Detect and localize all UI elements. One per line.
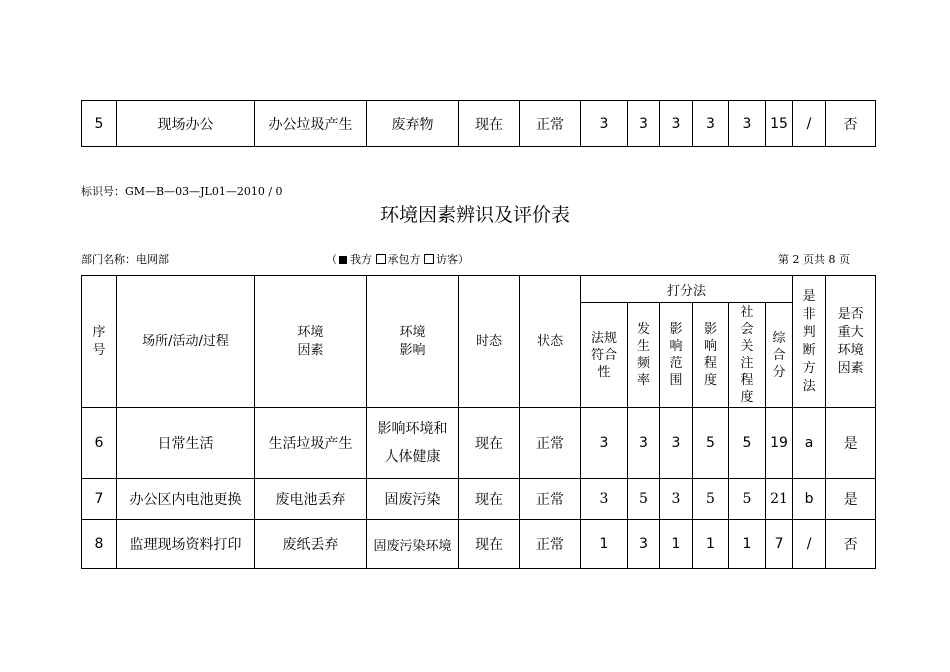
- header-text: 号: [92, 342, 106, 358]
- header-compliance: [581, 303, 628, 408]
- header-text: 断: [802, 342, 816, 358]
- header-text: 率: [636, 373, 650, 388]
- header-text: 因素: [837, 360, 864, 376]
- header-text: 法: [802, 378, 816, 394]
- judge-cell: a: [793, 408, 826, 479]
- significant-cell: 是: [826, 479, 876, 520]
- score-cell: 3: [628, 101, 660, 147]
- factor-cell: 废电池丢弃: [255, 479, 367, 520]
- header-text: 法规: [590, 330, 617, 346]
- score-cell: 1: [581, 520, 628, 569]
- header-text: 影: [669, 322, 683, 337]
- score-cell: 5: [693, 408, 729, 479]
- header-scope: [660, 303, 693, 408]
- impact-cell: 固废污染: [367, 479, 459, 520]
- score-cell: 3: [628, 520, 660, 569]
- header-text: 方: [802, 360, 816, 376]
- unchecked-box-icon: [376, 254, 386, 264]
- previous-page-table: [81, 100, 876, 147]
- score-cell: 3: [581, 479, 628, 520]
- header-text: 是: [802, 288, 816, 304]
- state-cell: 正常: [520, 479, 581, 520]
- score-cell: 1: [729, 520, 766, 569]
- table-row: [82, 408, 876, 479]
- score-cell: 5: [628, 479, 660, 520]
- score-cell: 1: [660, 520, 693, 569]
- tense-cell: 现在: [459, 101, 520, 147]
- score-cell: 3: [628, 408, 660, 479]
- header-text: 关: [740, 339, 754, 354]
- header-text: 序: [92, 324, 106, 340]
- header-text: 是否: [837, 306, 864, 322]
- state-cell: 正常: [520, 520, 581, 569]
- header-text: 环境: [399, 324, 426, 340]
- header-factor: [255, 276, 367, 408]
- header-frequency: [628, 303, 660, 408]
- header-degree: [693, 303, 729, 408]
- score-cell: 1: [693, 520, 729, 569]
- header-place: 场所/活动/过程: [117, 276, 255, 408]
- header-text: 响: [703, 339, 717, 354]
- seq-cell: 5: [82, 101, 117, 147]
- header-significant: [826, 276, 876, 408]
- tense-cell: 现在: [459, 408, 520, 479]
- impact-line: 人体健康: [384, 449, 441, 465]
- state-cell: 正常: [520, 408, 581, 479]
- header-scoring: 打分法: [581, 276, 793, 303]
- place-cell: 日常生活: [117, 408, 255, 479]
- seq-cell: 8: [82, 520, 117, 569]
- evaluation-table: [81, 275, 876, 569]
- score-cell: 5: [693, 479, 729, 520]
- significant-cell: 是: [826, 408, 876, 479]
- option-visitor: 访客: [436, 253, 458, 266]
- total-score-cell: 7: [766, 520, 793, 569]
- seq-cell: 6: [82, 408, 117, 479]
- page-number: 第 2 页共 8 页: [778, 253, 850, 266]
- tense-cell: 现在: [459, 479, 520, 520]
- score-cell: 3: [660, 101, 693, 147]
- table-row: [82, 520, 876, 569]
- header-text: 社: [740, 305, 754, 320]
- header-text: 判: [802, 324, 816, 340]
- score-cell: 3: [693, 101, 729, 147]
- document-id: 标识号：GM—B—03—JL01—2010 / 0: [81, 185, 283, 198]
- impact-cell: [367, 408, 459, 479]
- header-text: 影响: [399, 342, 426, 358]
- impact-cell: 固废污染环境: [367, 520, 459, 569]
- factor-cell: 废纸丢弃: [255, 520, 367, 569]
- header-text: 度: [740, 390, 754, 405]
- state-cell: 正常: [520, 101, 581, 147]
- header-total: [766, 303, 793, 408]
- impact-cell: 废弃物: [367, 101, 459, 147]
- paren-close: ）: [458, 253, 469, 266]
- total-score-cell: 19: [766, 408, 793, 479]
- score-cell: 5: [729, 479, 766, 520]
- score-cell: 3: [581, 101, 628, 147]
- header-text: 因素: [297, 342, 324, 358]
- judge-cell: b: [793, 479, 826, 520]
- header-judge: [793, 276, 826, 408]
- judge-cell: /: [793, 520, 826, 569]
- header-text: 综: [772, 330, 786, 346]
- header-text: 会: [740, 322, 754, 337]
- header-state: 状态: [520, 276, 581, 408]
- header-text: 围: [669, 373, 683, 388]
- header-text: 程: [740, 373, 754, 388]
- header-text: 影: [703, 322, 717, 337]
- header-tense: 时态: [459, 276, 520, 408]
- tense-cell: 现在: [459, 520, 520, 569]
- header-text: 注: [740, 356, 754, 371]
- total-score-cell: 21: [766, 479, 793, 520]
- checked-box-icon: [339, 256, 347, 264]
- significant-cell: 否: [826, 520, 876, 569]
- header-text: 环境: [837, 342, 864, 358]
- place-cell: 现场办公: [117, 101, 255, 147]
- header-social-concern: [729, 303, 766, 408]
- score-cell: 3: [581, 408, 628, 479]
- option-contractor: 承包方: [387, 253, 421, 266]
- judge-cell: /: [793, 101, 826, 147]
- score-cell: 3: [729, 101, 766, 147]
- header-text: 符合: [590, 347, 617, 363]
- header-text: 合: [772, 347, 786, 363]
- score-cell: 5: [729, 408, 766, 479]
- header-text: 性: [597, 364, 611, 380]
- header-text: 范: [669, 356, 683, 371]
- department-name: 部门名称：电网部: [81, 253, 169, 266]
- impact-line: 影响环境和: [377, 421, 448, 437]
- factor-cell: 生活垃圾产生: [255, 408, 367, 479]
- total-score-cell: 15: [766, 101, 793, 147]
- score-cell: 3: [660, 408, 693, 479]
- header-text: 重大: [837, 324, 864, 340]
- seq-cell: 7: [82, 479, 117, 520]
- header-text: 环境: [297, 324, 324, 340]
- option-self: 我方: [350, 253, 372, 266]
- header-text: 发: [636, 322, 650, 337]
- header-row: [82, 276, 876, 303]
- page-title: 环境因素辨识及评价表: [379, 204, 570, 226]
- factor-cell: 办公垃圾产生: [255, 101, 367, 147]
- header-text: 程: [703, 356, 717, 371]
- significant-cell: 否: [826, 101, 876, 147]
- place-cell: 办公区内电池更换: [117, 479, 255, 520]
- header-text: 非: [802, 306, 816, 322]
- score-cell: 3: [660, 479, 693, 520]
- party-selector: [326, 251, 469, 267]
- header-text: 度: [703, 373, 717, 388]
- table-row: [82, 101, 876, 147]
- table-row: [82, 479, 876, 520]
- header-text: 响: [669, 339, 683, 354]
- header-seq: [82, 276, 117, 408]
- header-text: 频: [636, 356, 650, 371]
- unchecked-box-icon: [424, 254, 434, 264]
- place-cell: 监理现场资料打印: [117, 520, 255, 569]
- header-text: 分: [772, 364, 786, 380]
- paren-open: （: [326, 253, 337, 266]
- header-impact: [367, 276, 459, 408]
- header-text: 生: [636, 339, 650, 354]
